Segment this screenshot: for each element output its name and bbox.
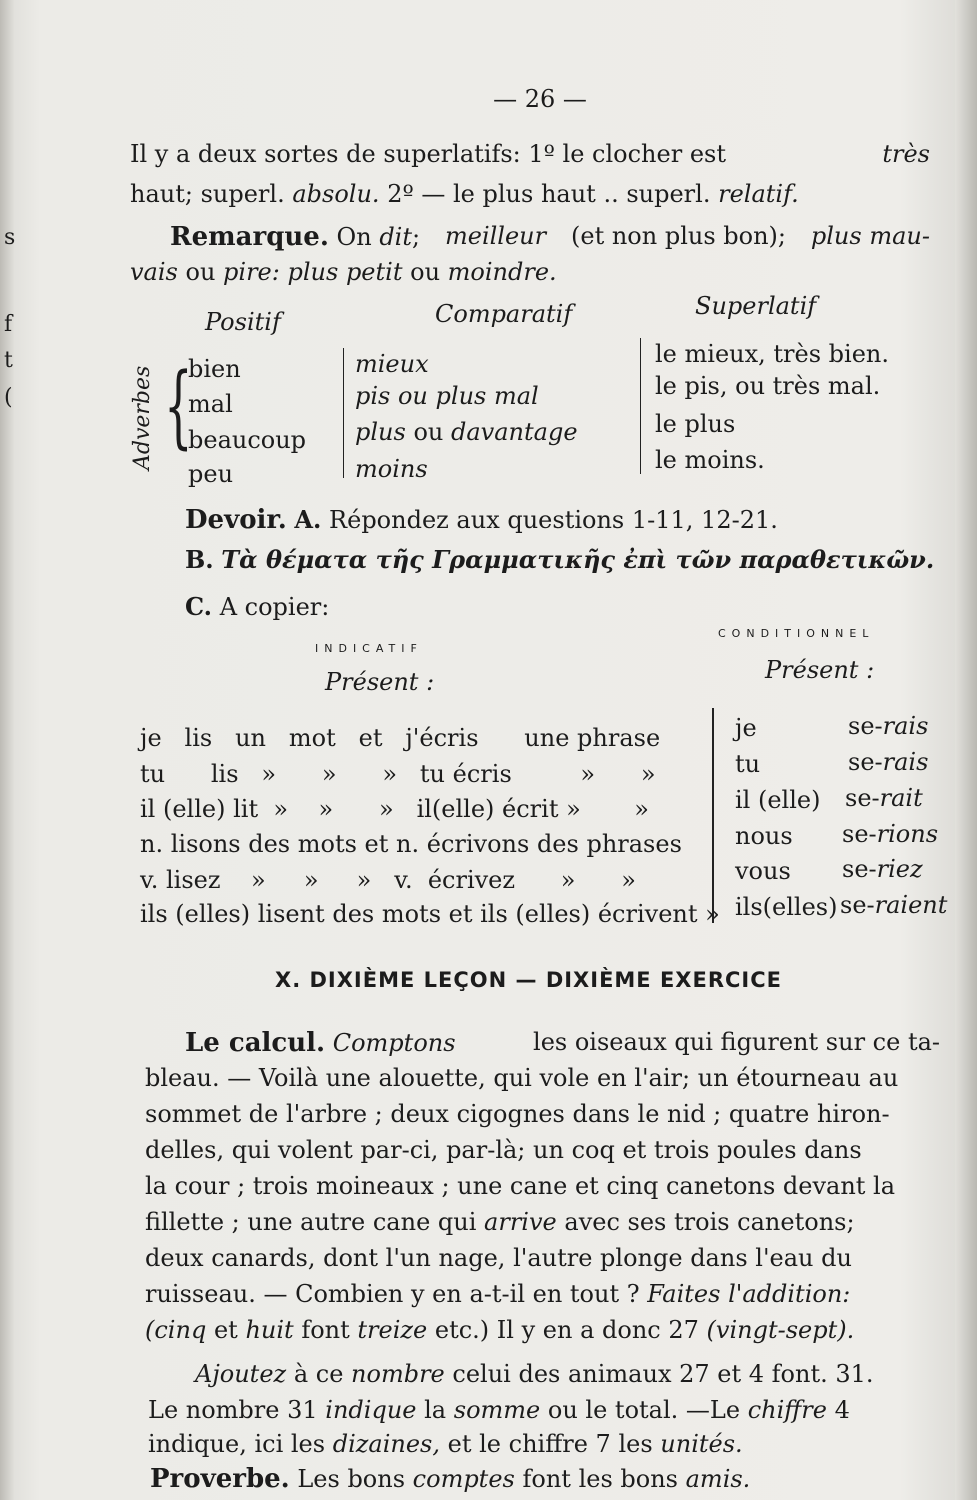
calcul-line: fillette ; une autre cane qui arrive avec ses trois canetons; [145, 1208, 855, 1236]
adverbes-label: Adverbes [130, 365, 155, 470]
calcul-line: deux canards, dont l'un nage, l'autre plonge dans l'eau du [145, 1244, 852, 1272]
indicatif-row: je lis un mot et j'écris une phrase [140, 724, 661, 752]
conditionnel-pronoun: vous [735, 857, 791, 885]
header-superlatif: Superlatif [695, 292, 817, 320]
conditionnel-label: CONDITIONNEL [718, 627, 875, 640]
ajoutez-line-3: indique, ici les dizaines, et le chiffre 7 les unités. [148, 1430, 743, 1458]
indicatif-row: n. lisons des mots et n. écrivons des phrases [140, 830, 682, 858]
calcul-line: bleau. — Voilà une alouette, qui vole en l'air; un étourneau au [145, 1064, 899, 1092]
calcul-line: la cour ; trois moineaux ; une cane et cinq canetons devant la [145, 1172, 896, 1200]
margin-letter: s [4, 225, 16, 250]
comparatif-cell: plus ou davantage [355, 418, 578, 446]
indicatif-row: ils (elles) lisent des mots et ils (elles) écrivent » [140, 900, 720, 928]
positif-cell: peu [188, 460, 234, 488]
conditionnel-pronoun: ils(elles) [735, 893, 838, 921]
comparatif-cell: mieux [355, 350, 429, 378]
indicatif-label: INDICATIF [315, 642, 423, 655]
conjugation-divider [712, 708, 714, 923]
margin-letter: t [4, 348, 13, 373]
devoir-b: B. Τὰ θέματα τῆς Γραμματικῆς ἐπὶ τῶν παραθετικῶν. [185, 545, 935, 574]
remarque-line-1: Remarque. On dit; meilleur (et non plus bon); plus mau- [170, 222, 930, 252]
indicatif-row: il (elle) lit » » » il(elle) écrit » » [140, 795, 649, 823]
conditionnel-verb: se-raient [840, 891, 948, 919]
conditionnel-verb: se-rait [845, 784, 923, 812]
calcul-line: (cinq et huit font treize etc.) Il y en a donc 27 (vingt-sept). [145, 1316, 855, 1344]
calcul-label: Le calcul. [185, 1028, 326, 1058]
page-edge [955, 0, 977, 1500]
calcul-line: delles, qui volent par-ci, par-là; un coq et trois poules dans [145, 1136, 862, 1164]
conditionnel-verb: se-riez [842, 855, 923, 883]
remarque-label: Remarque. [170, 222, 329, 252]
indicatif-row: tu lis » » » tu écris » » [140, 760, 656, 788]
page-number: — 26 — [493, 85, 587, 113]
superlatif-cell: le mieux, très bien. [655, 340, 889, 368]
calcul-line: ruisseau. — Combien y en a-t-il en tout ? Faites l'addition: [145, 1280, 851, 1308]
conditionnel-verb: se-rais [848, 712, 929, 740]
margin-letter: f [4, 312, 13, 337]
table-divider [343, 348, 344, 478]
remarque-line-2: vais ou pire: plus petit ou moindre. [130, 258, 557, 286]
comparatif-cell: moins [355, 455, 428, 483]
positif-cell: beaucoup [188, 426, 307, 454]
header-comparatif: Comparatif [435, 300, 573, 328]
table-divider [640, 338, 641, 474]
superlatifs-line-1: Il y a deux sortes de superlatifs: 1º le clocher est très [130, 140, 930, 168]
positif-cell: mal [188, 390, 233, 418]
ajoutez-line-2: Le nombre 31 indique la somme ou le total. —Le chiffre 4 [148, 1396, 850, 1424]
superlatif-cell: le moins. [655, 446, 765, 474]
indicatif-tense: Présent : [325, 668, 435, 696]
header-positif: Positif [205, 308, 281, 336]
conditionnel-pronoun: il (elle) [735, 786, 821, 814]
brace: { [164, 354, 193, 459]
calcul-line-1: Le calcul. Comptons les oiseaux qui figurent sur ce ta- [185, 1028, 940, 1058]
devoir-a: Devoir. A. Répondez aux questions 1-11, 12-21. [185, 505, 778, 535]
lesson-heading: X. DIXIÈME LEÇON — DIXIÈME EXERCICE [275, 968, 782, 992]
devoir-c: C. A copier: [185, 592, 330, 621]
superlatif-cell: le plus [655, 410, 736, 438]
proverbe-label: Proverbe. [150, 1464, 290, 1494]
proverbe-line: Proverbe. Les bons comptes font les bons amis. [150, 1464, 751, 1494]
margin-letter: ( [4, 385, 13, 410]
conditionnel-verb: se-rais [848, 748, 929, 776]
superlatif-cell: le pis, ou très mal. [655, 372, 881, 400]
ajoutez-line-1: Ajoutez à ce nombre celui des animaux 27 et 4 font. 31. [195, 1360, 874, 1388]
devoir-label: Devoir. [185, 505, 287, 535]
superlatifs-line-2: haut; superl. absolu. 2º — le plus haut .. superl. relatif. [130, 180, 799, 208]
indicatif-row: v. lisez » » » v. écrivez » » [140, 866, 636, 894]
comparatif-cell: pis ou plus mal [355, 382, 539, 410]
conditionnel-pronoun: je [735, 714, 757, 742]
conditionnel-pronoun: nous [735, 822, 793, 850]
conditionnel-pronoun: tu [735, 750, 761, 778]
calcul-line: sommet de l'arbre ; deux cigognes dans le nid ; quatre hiron- [145, 1100, 890, 1128]
positif-cell: bien [188, 355, 241, 383]
conditionnel-tense: Présent : [765, 656, 875, 684]
conditionnel-verb: se-rions [842, 820, 939, 848]
